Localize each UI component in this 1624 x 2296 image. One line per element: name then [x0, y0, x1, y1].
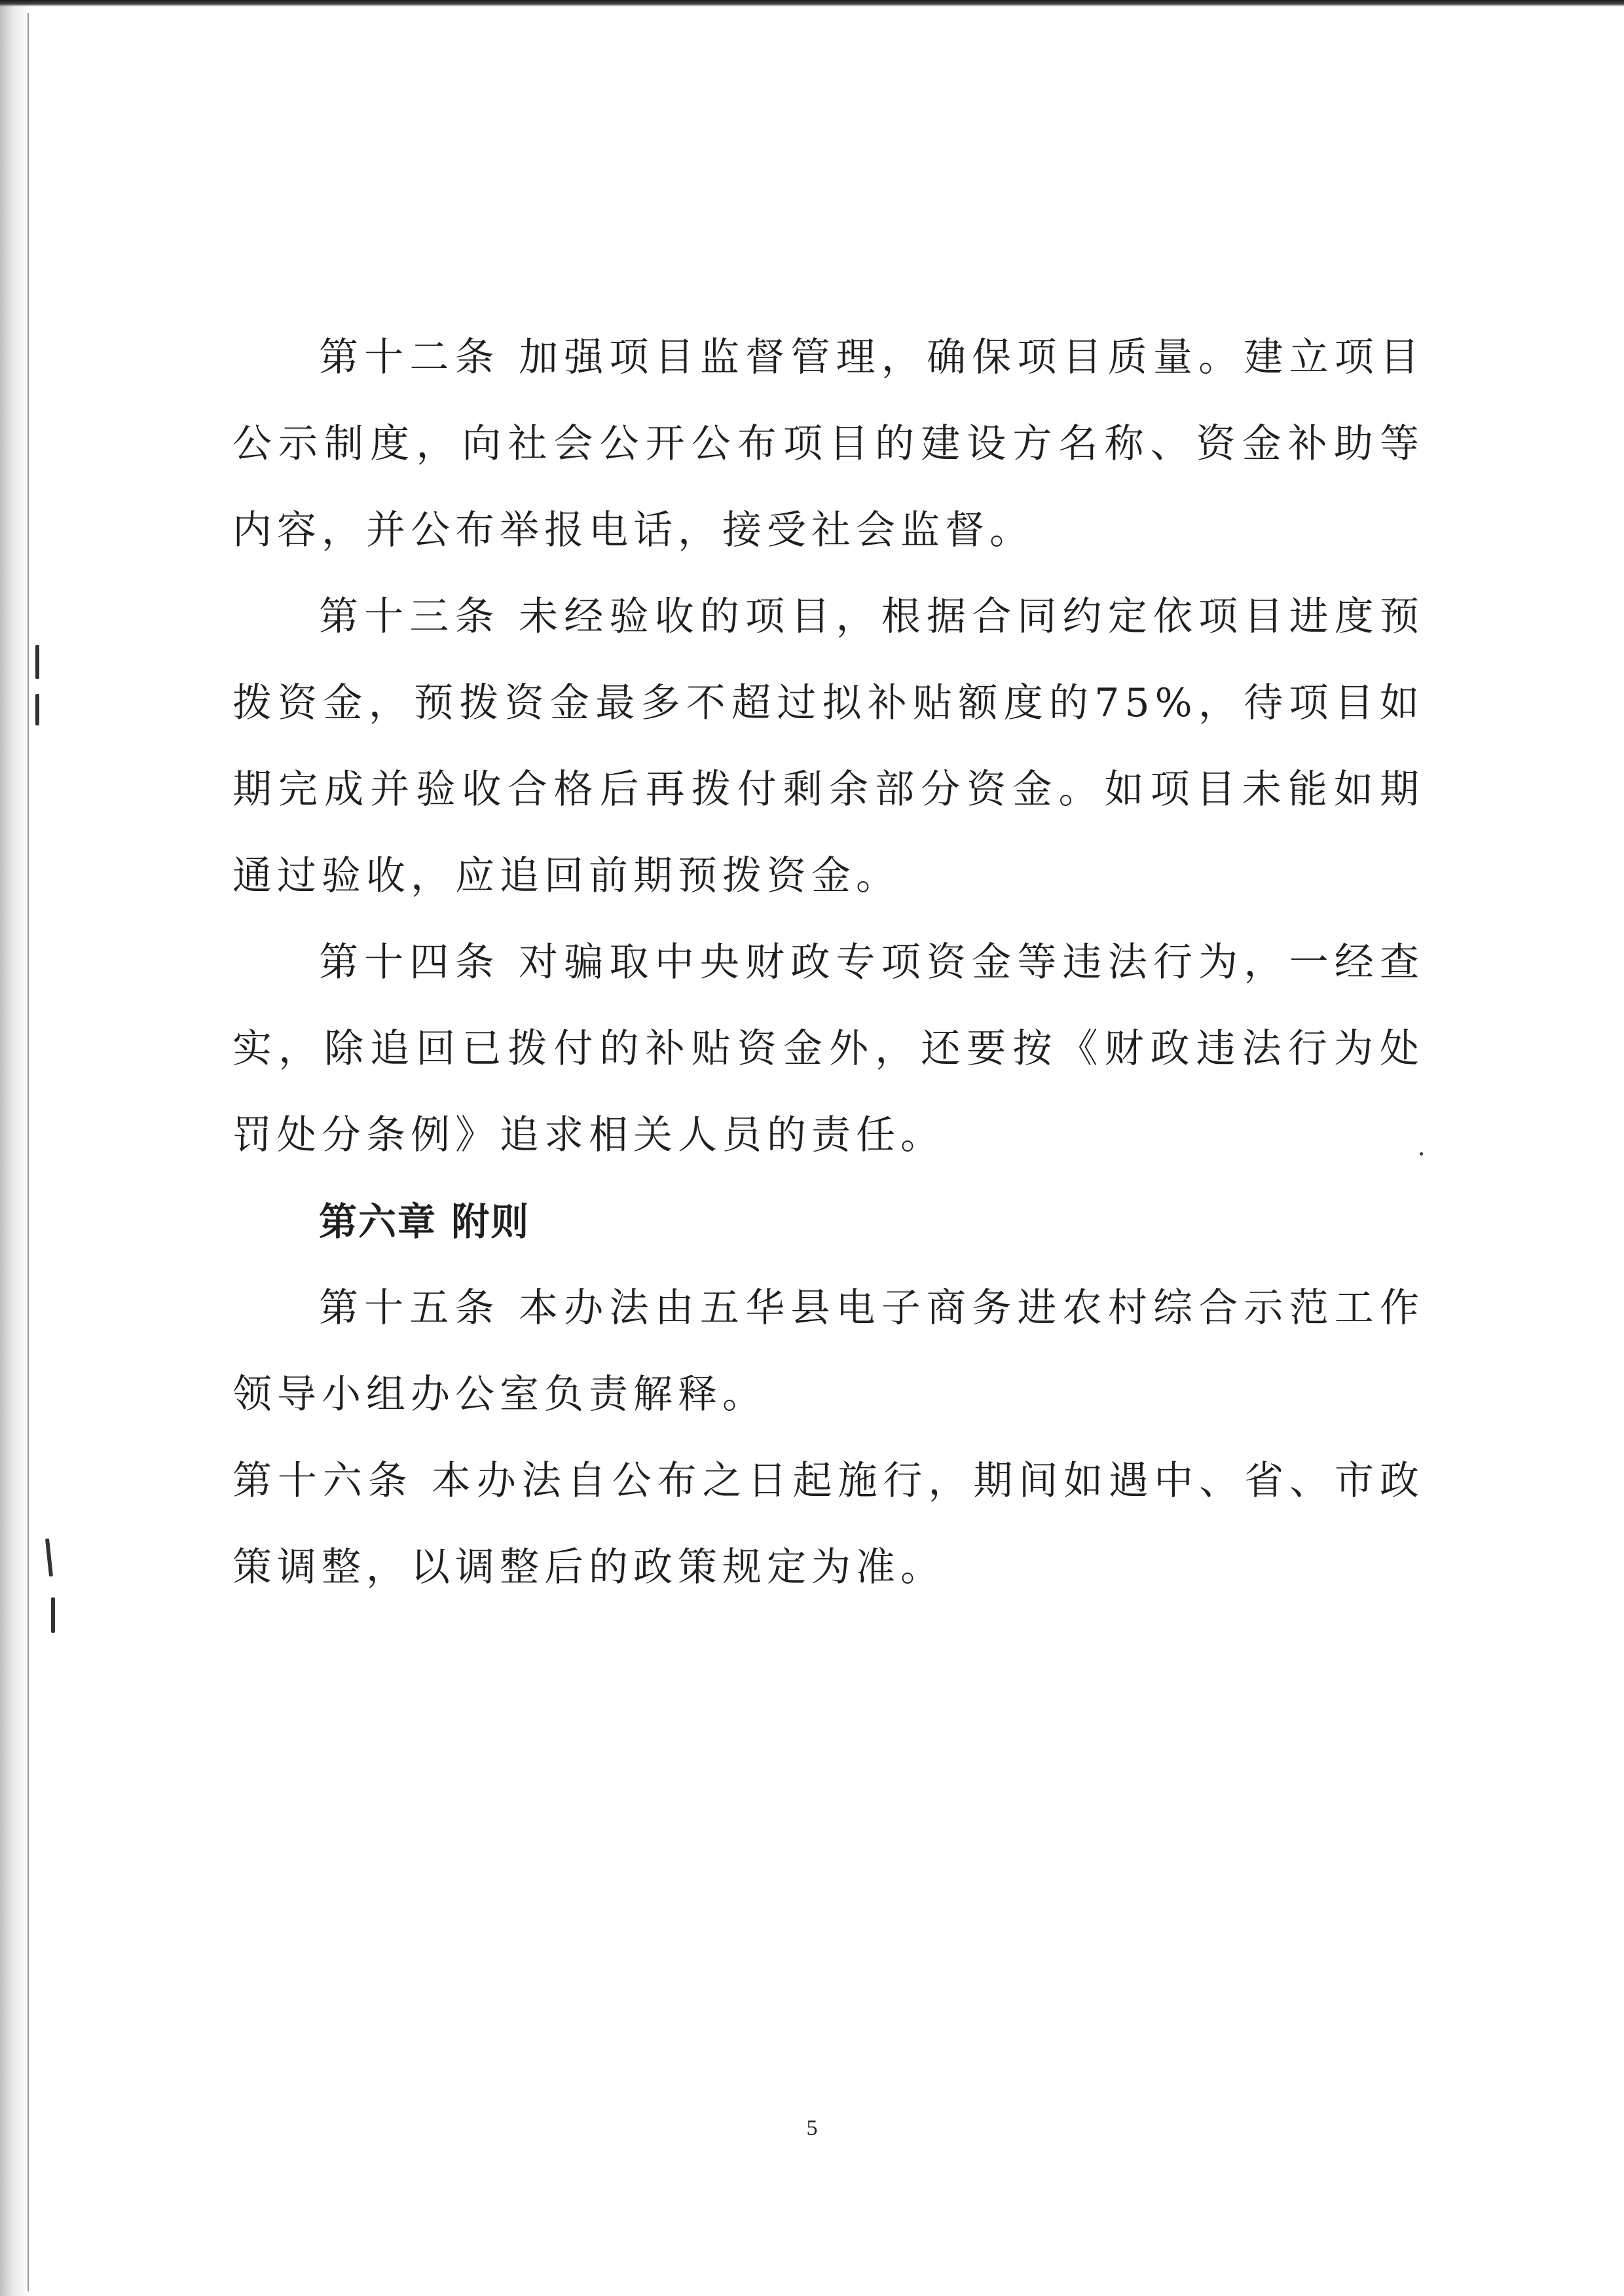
punch-mark [45, 1539, 53, 1576]
document-body [232, 314, 1424, 1611]
scan-left-edge [0, 0, 29, 2296]
scan-left-line [28, 13, 29, 2291]
article-15: 第十五条 本办法由五华县电子商务进农村综合示范工作领导小组办公室负责解释。 [232, 1285, 1424, 1417]
article-13: 第十三条 未经验收的项目，根据合同约定依项目进度预拨资金，预拨资金最多不超过拟补贴额度的75%，待项目如期完成并验收合格后再拨付剩余部分资金。如项目未能如期通过验收，应追回前期预拨资金。 [232, 594, 1424, 899]
scan-top-edge [0, 0, 1624, 7]
article-12: 第十二条 加强项目监督管理，确保项目质量。建立项目公示制度，向社会公开公布项目的建设方名称、资金补助等内容，并公布举报电话，接受社会监督。 [232, 335, 1424, 553]
article-16: 第十六条 本办法自公布之日起施行，期间如遇中、省、市政策调整，以调整后的政策规定为准。 [232, 1458, 1424, 1590]
chapter-heading: 第六章 附则 [319, 1199, 530, 1244]
punch-mark [35, 694, 39, 725]
article-14: 第十四条 对骗取中央财政专项资金等违法行为，一经查实，除追回已拨付的补贴资金外，还要按《财政违法行为处罚处分条例》追求相关人员的责任。 [232, 939, 1424, 1158]
page-number: 5 [806, 2116, 818, 2140]
punch-mark [35, 645, 39, 679]
punch-mark [51, 1597, 55, 1633]
